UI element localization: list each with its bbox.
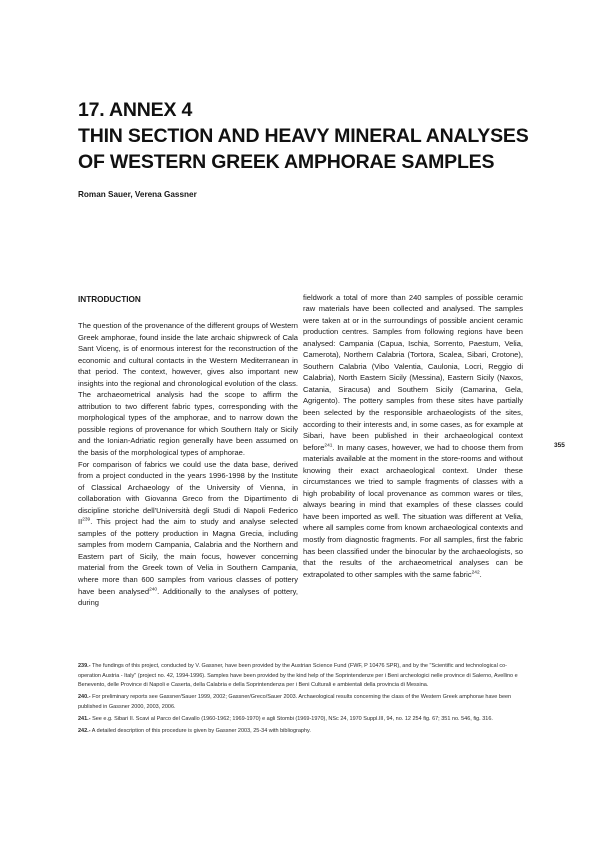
title-line-2: THIN SECTION AND HEAVY MINERAL ANALYSES (78, 125, 529, 147)
chapter-number-line: 17. ANNEX 4 (78, 99, 193, 121)
page-number: 355 (554, 442, 565, 449)
section-heading: INTRODUCTION (78, 295, 141, 304)
paragraph-text: . (479, 569, 482, 579)
paragraph (78, 459, 298, 609)
footnote-text: For preliminary reports see Gassner/Sauer 1999, 2002; Gassner/Greco/Sauer 2003. Archaeological results concerning the class of the Western Greek amphorae have been published in Gassner 2000, 2003, 2006. (78, 694, 512, 710)
footnote-text: The fundings of this project, conducted by V. Gassner, have been provided by the Austrian Science Fund (FWF, P 10476 SPR), and by the "Scientific and technological co-operation Austria - Italy" (project no. 42, 1994-1996). Samples have been provided by the kind help of the Soprintendenze per i Beni archeologici nelle province di Salerno, Avellino e Benevento, delle Province di Napoli e Caserta, della Calabria e della Soprintendenza per i Beni Culturali e ambientali della provincia di Messina. (78, 663, 518, 689)
paragraph (303, 292, 523, 581)
footnote-text: A detailed description of this procedure is given by Gassner 2003, 25-34 with bibliography. (91, 728, 311, 735)
paragraph-text: . In many cases, however, we had to choose them from materials available at the moment in the store-rooms and without knowing their exact archaeological context. Under these circumstances we tried to sample fragments of classes with a high probability of local provenance as common wares or tiles, always bearing in mind that examples of these classes could have been imported as well. The situation was different at Velia, where all samples come from known archaeological contexts and mostly from diagnostic fragments. For all samples, first the fabric has been classified under the binocular by the archaeologists, so that the results of the archaeometrical analyses can be extrapolated to other samples with the same fabric (303, 442, 523, 579)
footnote-number: 239.- (78, 663, 91, 669)
paragraph-text: The question of the provenance of the different groups of Western Greek amphorae, found inside the late archaic shipwreck of Cala Sant Vicenç, is of enormous interest for the reconstruction of the economic and cultural contacts in the Western Mediterranean in that period. The context, however, gives also important new insights into the regional and chronological evolution of the class. The archaeometrical analysis had the scope to affirm the attribution to two different fabric types, corresponding with the morphological types of the amphorae, and to narrow down the possible regions of provenance for which Southern Italy or Sicily and the Ionian-Adriatic region generally have been assumed on the basis of the morphological types of amphorae. (78, 321, 298, 458)
title-line-3: OF WESTERN GREEK AMPHORAE SAMPLES (78, 151, 495, 173)
right-column (303, 292, 523, 581)
paragraph-text: . Additionally to the analyses of pottery, during (78, 586, 298, 608)
footnote-ref[interactable]: 242 (471, 570, 480, 576)
paragraph (78, 320, 298, 459)
footnote-number: 240.- (78, 694, 91, 701)
footnote-ref[interactable]: 241 (324, 443, 333, 449)
footnote-number: 241.- (78, 716, 91, 723)
paragraph-text: For comparison of fabrics we could use the data base, derived from a project conducted in the years 1996-1998 by the Institute of Classical Archaeology of the University of Vienna, in collaboration with Giovanna Greco from the Dipartimento di discipline storiche dell'Università degli Studi di Napoli Federico II (78, 459, 298, 527)
footnote-ref[interactable]: 240 (149, 587, 158, 593)
footnote-number: 242.- (78, 728, 91, 735)
footnotes (78, 662, 528, 740)
chapter-title (78, 97, 548, 175)
footnote (78, 715, 528, 725)
paragraph-text: fieldwork a total of more than 240 samples of possible ceramic raw materials have been collected and analysed. The samples were taken at or in the surroundings of possible ancient ceramic production centres. Samples from following regions have been analysed: Campania (Capua, Ischia, Sorrento, Paestum, Velia, Camerota), Northern Calabria (Tortora, Scalea, Sibari, Crotone), Southern Calabria (Vibo Valentia, Caulonia, Locri, Reggio di Calabria), North Eastern Sicily (Messina), Eastern Sicily (Naxos, Catania, Siracusa) and Southern Sicily (Camarina, Gela, Agrigento). The pottery samples from these sites have partially been selected by the responsible archaeologists of the sites, according to their interests and, in some cases, as for example at Sibari, have been published in their archaeological context before (303, 292, 523, 452)
authors: Roman Sauer, Verena Gassner (78, 190, 197, 199)
left-column (78, 320, 298, 609)
paragraph-text: . This project had the aim to study and analyse selected samples of the pottery production in Magna Grecia, including samples from modern Campania, Calabria and the Northern and Eastern part of Sicily, the main focus, however concerning material from the Greek town of Velia in Southern Campania, where more than 600 samples from various classes of pottery have been analysed (78, 517, 298, 596)
footnote-text: See e.g. Sibari II. Scavi al Parco del Cavallo (1960-1962; 1969-1970) e agli Stombi (1969-1970), NSc 24, 1970 Suppl.III, 94, no. 12 254 fig. 67; 351 no. 546, fig. 316. (92, 716, 493, 723)
footnote (78, 727, 528, 737)
footnote-ref[interactable]: 239 (82, 517, 91, 523)
footnote (78, 662, 528, 691)
footnote (78, 693, 528, 712)
